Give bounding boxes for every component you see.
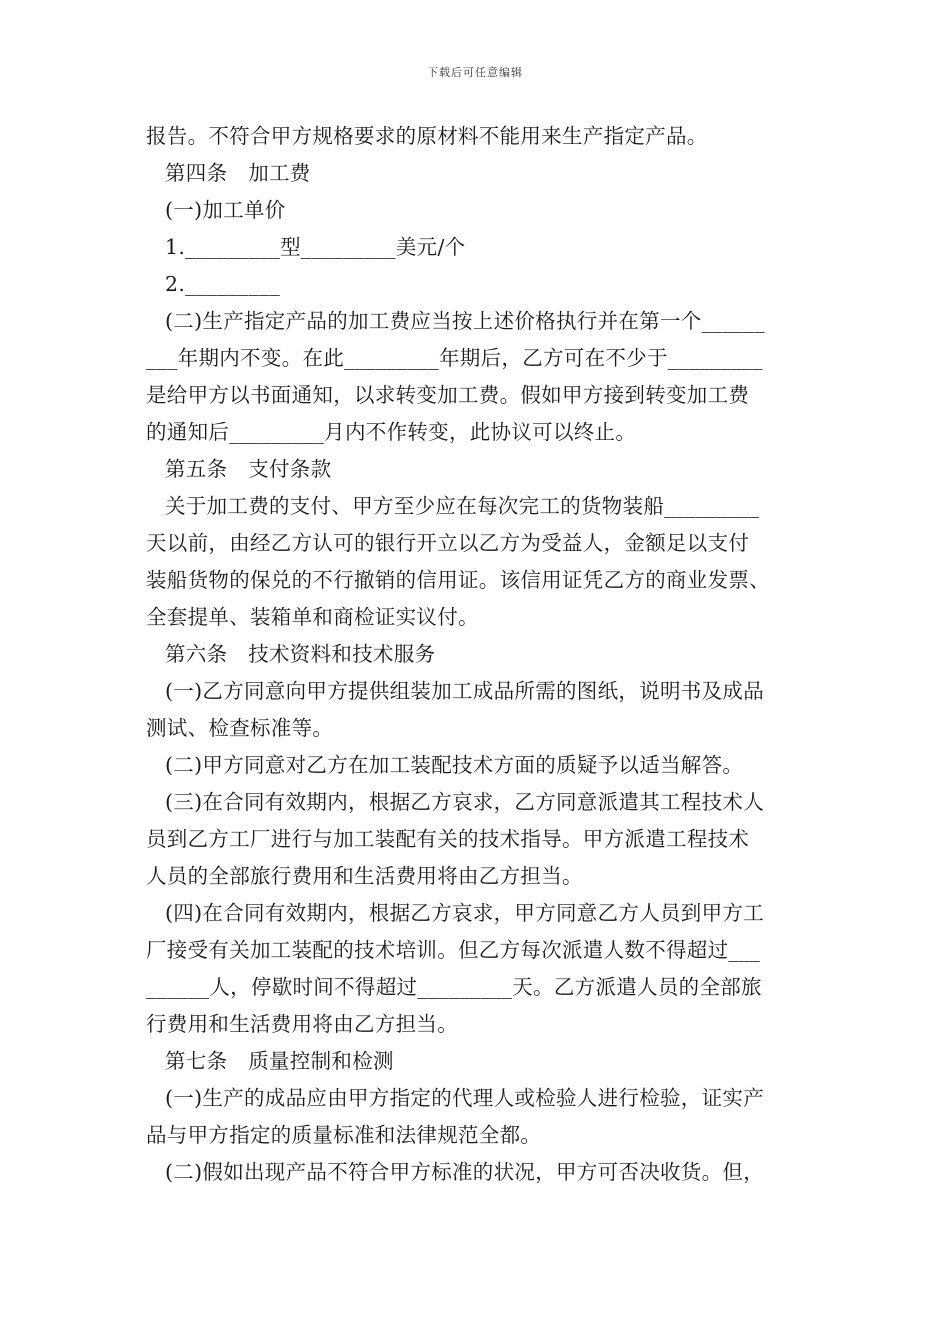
text-line: 测试、检查标准等。: [146, 716, 334, 740]
text-line: 全套提单、装箱单和商检证实议付。: [146, 605, 479, 629]
text-line: (二)生产指定产品的加工费应当按上述价格执行并在第一个______: [165, 309, 765, 333]
text-line: 人员的全部旅行费用和生活费用将由乙方担当。: [146, 864, 583, 888]
text-line: 厂接受有关加工装配的技术培训。但乙方每次派遣人数不得超过___: [146, 938, 761, 962]
text-line: (三)在合同有效期内，根据乙方哀求，乙方同意派遣其工程技术人: [165, 790, 764, 814]
text-line: 报告。不符合甲方规格要求的原材料不能用来生产指定产品。: [146, 124, 708, 148]
text-line: (二)假如出现产品不符合甲方标准的状况，甲方可否决收货。但，: [165, 1160, 764, 1184]
article-heading: 第六条 技术资料和技术服务: [165, 642, 436, 666]
article-heading: 第五条 支付条款: [165, 457, 332, 481]
text-line: 是给甲方以书面通知，以求转变加工费。假如甲方接到转变加工费: [146, 383, 750, 407]
text-line: (一)加工单价: [165, 198, 286, 222]
text-line: 关于加工费的支付、甲方至少应在每次完工的货物装船_________: [165, 494, 760, 518]
text-line: ___年期内不变。在此_________年期后，乙方可在不少于_________: [146, 346, 763, 370]
article-heading: 第七条 质量控制和检测: [165, 1049, 394, 1073]
text-line: (二)甲方同意对乙方在加工装配技术方面的质疑予以适当解答。: [165, 753, 744, 777]
text-line: 天以前，由经乙方认可的银行开立以乙方为受益人，金额足以支付: [146, 531, 750, 555]
text-line: 2._________: [165, 272, 281, 296]
text-line: 员到乙方工厂进行与加工装配有关的技术指导。甲方派遣工程技术: [146, 827, 750, 851]
document-body: [146, 118, 836, 1191]
text-line: 装船货物的保兑的不行撤销的信用证。该信用证凭乙方的商业发票、: [146, 568, 770, 592]
text-line: ______人，停歇时间不得超过_________天。乙方派遣人员的全部旅: [146, 975, 762, 999]
text-line: (四)在合同有效期内，根据乙方哀求，甲方同意乙方人员到甲方工: [165, 901, 764, 925]
text-line: 1._________型_________美元/个: [165, 235, 466, 259]
text-line: 的通知后_________月内不作转变，此协议可以终止。: [146, 420, 637, 444]
text-line: 行费用和生活费用将由乙方担当。: [146, 1012, 458, 1036]
text-line: 品与甲方指定的质量标准和法律规范全都。: [146, 1123, 542, 1147]
text-line: (一)乙方同意向甲方提供组装加工成品所需的图纸，说明书及成品: [165, 679, 764, 703]
text-line: (一)生产的成品应由甲方指定的代理人或检验人进行检验，证实产: [165, 1086, 764, 1110]
page-header-note: 下载后可任意编辑: [427, 66, 523, 79]
article-heading: 第四条 加工费: [165, 161, 311, 185]
